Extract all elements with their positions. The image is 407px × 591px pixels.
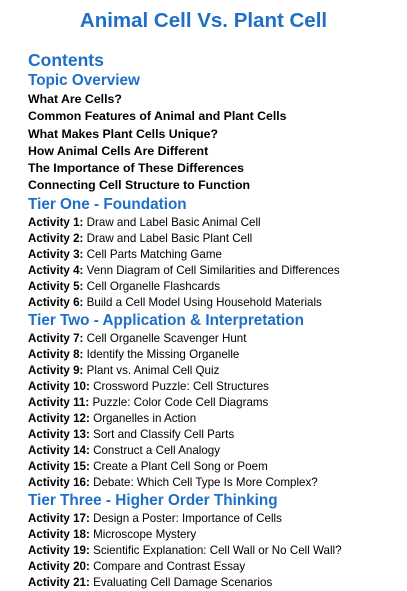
contents-heading: Contents — [28, 50, 104, 70]
activity-item — [28, 411, 403, 427]
overview-item: What Are Cells? — [28, 92, 122, 106]
activity-title: Cell Organelle Flashcards — [83, 279, 221, 293]
activity-number: Activity 18: — [28, 527, 90, 541]
activity-item — [28, 475, 403, 491]
document-title: Animal Cell Vs. Plant Cell — [79, 9, 328, 32]
activity-item — [28, 459, 403, 475]
topic-overview-list — [28, 91, 403, 195]
overview-item: What Makes Plant Cells Unique? — [28, 126, 218, 141]
activity-title: Compare and Contrast Essay — [89, 559, 246, 573]
topic-overview-heading: Topic Overview — [28, 72, 140, 89]
activity-number: Activity 11: — [28, 395, 90, 409]
activity-title: Construct a Cell Analogy — [89, 443, 221, 457]
activity-title: Create a Plant Cell Song or Poem — [89, 459, 268, 473]
activity-number: Activity 10: — [28, 379, 90, 393]
activity-number: Activity 13: — [28, 427, 90, 441]
activity-item — [28, 295, 403, 311]
activity-item — [28, 443, 403, 459]
activity-title: Build a Cell Model Using Household Materials — [83, 295, 322, 309]
activity-title: Design a Poster: Importance of Cells — [89, 511, 282, 525]
activity-item — [28, 543, 403, 559]
activity-number: Activity 19: — [28, 543, 90, 557]
activity-title: Evaluating Cell Damage Scenarios — [89, 575, 273, 589]
activity-number: Activity 7: — [28, 331, 84, 345]
activity-number: Activity 17: — [28, 511, 90, 525]
activity-item — [28, 511, 403, 527]
tier-two-section — [28, 311, 403, 491]
activity-number: Activity 16: — [28, 475, 90, 489]
activity-number: Activity 6: — [28, 295, 84, 309]
activity-number: Activity 2: — [28, 231, 84, 245]
activity-title: Crossword Puzzle: Cell Structures — [89, 379, 269, 393]
activity-item — [28, 215, 403, 231]
overview-item: The Importance of These Differences — [28, 161, 244, 176]
activity-title: Identify the Missing Organelle — [83, 347, 240, 361]
activity-number: Activity 20: — [28, 559, 90, 573]
tier-two-heading: Tier Two - Application & Interpretation — [28, 311, 304, 329]
activity-item — [28, 263, 403, 279]
activity-title: Plant vs. Animal Cell Quiz — [83, 363, 220, 377]
activity-number: Activity 8: — [28, 347, 84, 361]
activity-title: Draw and Label Basic Animal Cell — [83, 215, 261, 229]
tier-three-section — [28, 491, 403, 591]
activity-item — [28, 527, 403, 543]
activity-title: Sort and Classify Cell Parts — [89, 427, 235, 441]
tier-one-section — [28, 195, 403, 311]
activity-title: Scientific Explanation: Cell Wall or No Cell Wall? — [89, 543, 342, 557]
activity-item — [28, 379, 403, 395]
activity-item — [28, 331, 403, 347]
activity-title: Draw and Label Basic Plant Cell — [83, 231, 253, 245]
activity-number: Activity 15: — [28, 459, 90, 473]
activity-item — [28, 347, 403, 363]
activity-item — [28, 231, 403, 247]
tier-two-activity-list — [28, 331, 403, 491]
tier-three-heading: Tier Three - Higher Order Thinking — [28, 491, 278, 509]
overview-item: How Animal Cells Are Different — [28, 143, 209, 158]
activity-title: Venn Diagram of Cell Similarities and Differences — [83, 263, 340, 277]
activity-title: Puzzle: Color Code Cell Diagrams — [89, 395, 269, 409]
activity-title: Organelles in Action — [89, 411, 197, 425]
table-of-contents — [28, 50, 403, 591]
overview-item: Connecting Cell Structure to Function — [28, 178, 251, 193]
activity-number: Activity 9: — [28, 363, 84, 377]
activity-item — [28, 395, 403, 411]
activity-item — [28, 559, 403, 575]
activity-number: Activity 12: — [28, 411, 90, 425]
tier-one-heading: Tier One - Foundation — [28, 195, 187, 213]
activity-number: Activity 1: — [28, 215, 84, 229]
activity-number: Activity 21: — [28, 575, 90, 589]
activity-number: Activity 5: — [28, 279, 84, 293]
activity-number: Activity 3: — [28, 247, 84, 261]
activity-title: Cell Parts Matching Game — [83, 247, 222, 261]
activity-title: Cell Organelle Scavenger Hunt — [83, 331, 247, 345]
topic-overview-section — [28, 71, 403, 195]
tier-one-activity-list — [28, 215, 403, 311]
activity-item — [28, 575, 403, 591]
activity-number: Activity 14: — [28, 443, 90, 457]
activity-title: Debate: Which Cell Type Is More Complex? — [89, 475, 318, 489]
overview-item: Common Features of Animal and Plant Cells — [28, 109, 287, 124]
activity-item — [28, 279, 403, 295]
tier-three-activity-list — [28, 511, 403, 591]
activity-item — [28, 427, 403, 443]
activity-title: Microscope Mystery — [89, 527, 197, 541]
activity-item — [28, 363, 403, 379]
activity-item — [28, 247, 403, 263]
activity-number: Activity 4: — [28, 263, 84, 277]
